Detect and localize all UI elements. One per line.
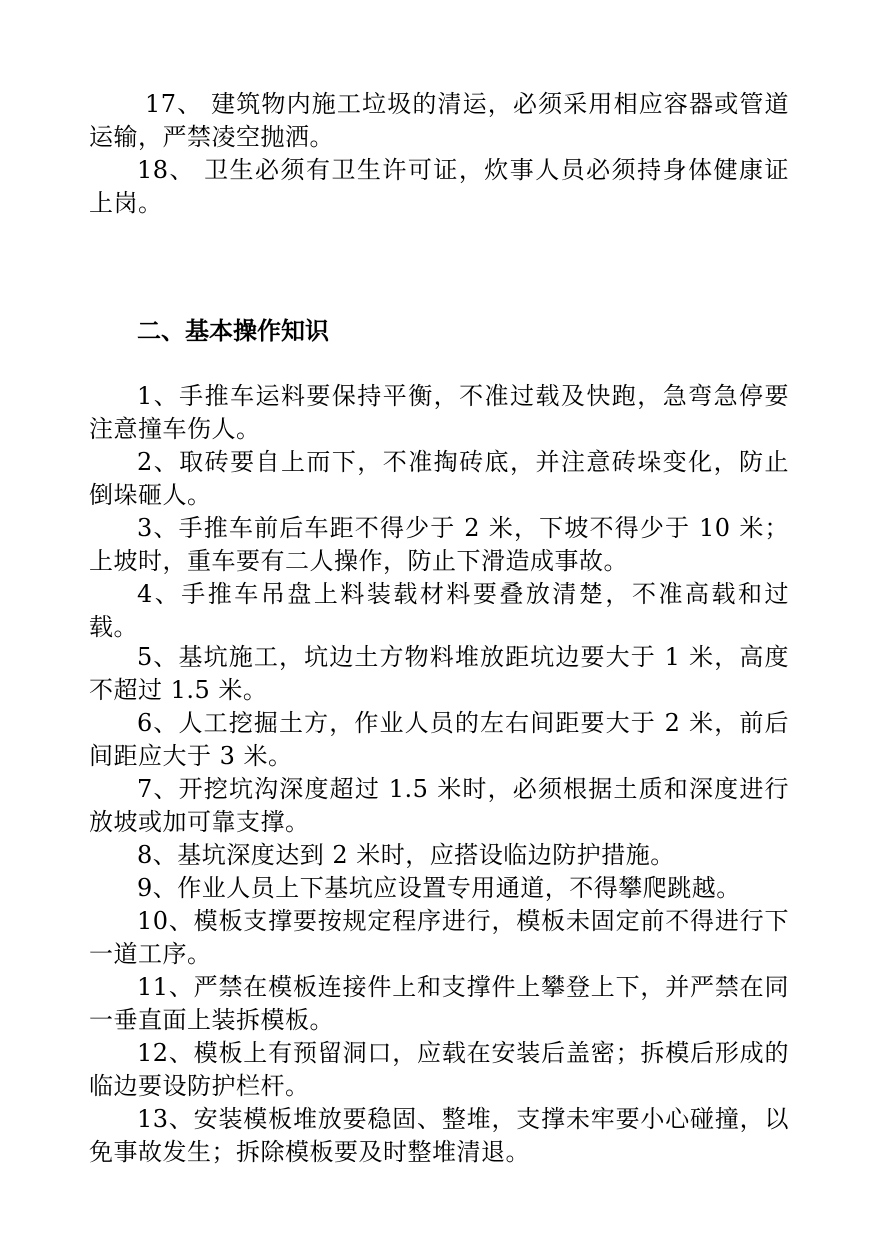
operation-item-13: 13、安装模板堆放要稳固、整堆，支撑未牢要小心碰撞，以免事故发生；拆除模板要及时整堆清退。 [89, 1105, 789, 1166]
operation-item-4: 4、手推车吊盘上料装载材料要叠放清楚，不准高载和过载。 [89, 580, 789, 641]
operation-item-11: 11、严禁在模板连接件上和支撑件上攀登上下，并严禁在同一垂直面上装拆模板。 [89, 973, 789, 1034]
operation-item-6: 6、人工挖掘土方，作业人员的左右间距要大于 2 米，前后间距应大于 3 米。 [89, 709, 789, 770]
section-title: 二、基本操作知识 [137, 317, 329, 345]
operation-item-8: 8、基坑深度达到 2 米时，应搭设临边防护措施。 [137, 841, 675, 869]
operation-item-5: 5、基坑施工，坑边土方物料堆放距坑边要大于 1 米，高度不超过 1.5 米。 [89, 643, 789, 704]
operation-item-7: 7、开挖坑沟深度超过 1.5 米时，必须根据土质和深度进行放坡或加可靠支撑。 [89, 775, 789, 836]
operation-item-10: 10、模板支撑要按规定程序进行，模板未固定前不得进行下一道工序。 [89, 907, 789, 968]
rule-item-17: 17、 建筑物内施工垃圾的清运，必须采用相应容器或管道运输，严禁凌空抛洒。 [89, 90, 789, 151]
operation-item-2: 2、取砖要自上而下，不准掏砖底，并注意砖垛变化，防止倒垛砸人。 [89, 448, 789, 509]
operation-item-1: 1、手推车运料要保持平衡，不准过载及快跑，急弯急停要注意撞车伤人。 [89, 382, 789, 443]
operation-item-3: 3、手推车前后车距不得少于 2 米，下坡不得少于 10 米；上坡时，重车要有二人操作，防止下滑造成事故。 [89, 514, 789, 575]
rule-item-18: 18、 卫生必须有卫生许可证，炊事人员必须持身体健康证上岗。 [89, 156, 789, 217]
operation-item-9: 9、作业人员上下基坑应设置专用通道，不得攀爬跳越。 [137, 874, 741, 902]
operation-item-12: 12、模板上有预留洞口，应载在安装后盖密；拆模后形成的临边要设防护栏杆。 [89, 1039, 789, 1100]
